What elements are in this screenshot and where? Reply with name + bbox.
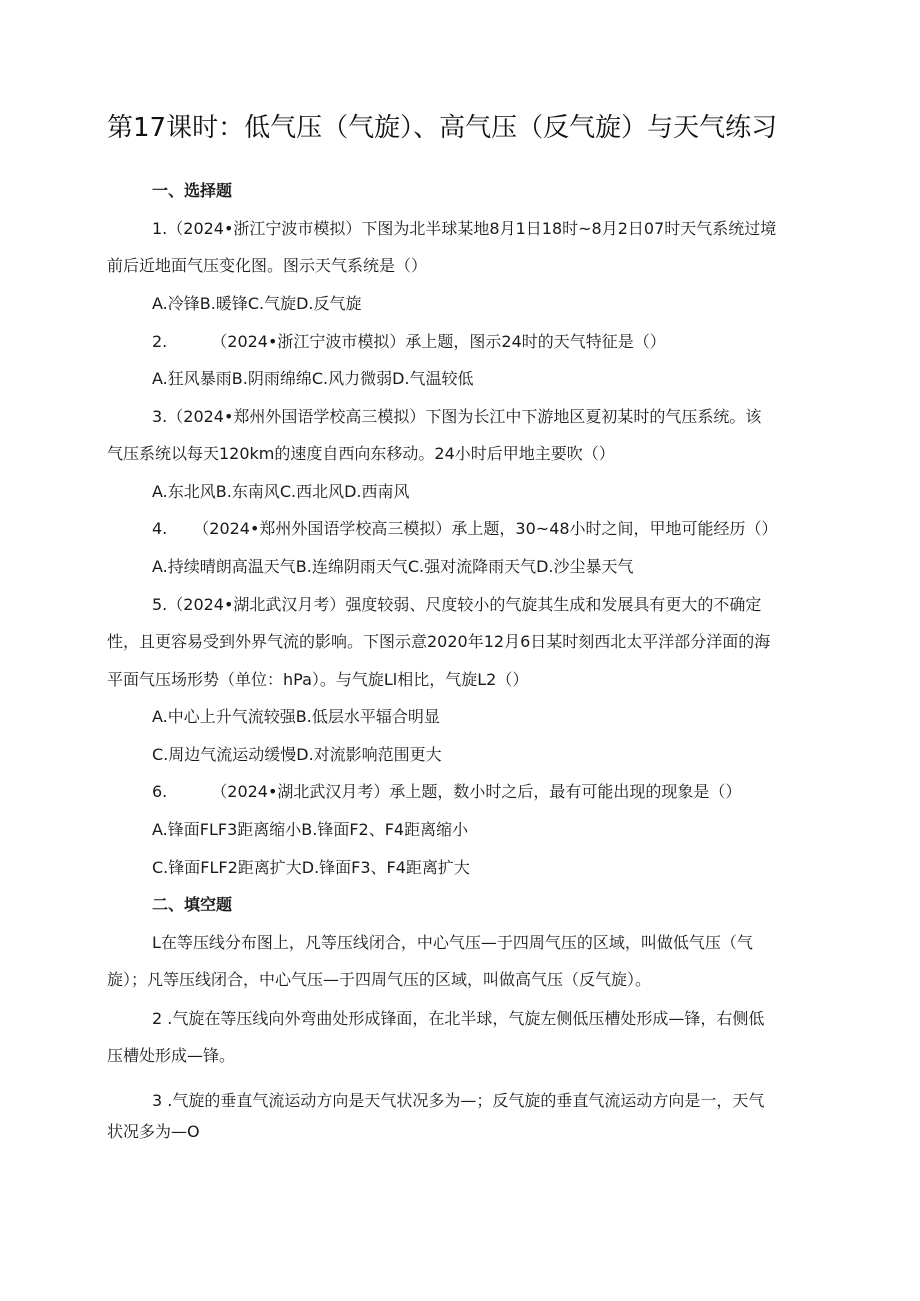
q1-options: A.冷锋B.暖锋C.气旋D.反气旋 xyxy=(152,294,362,313)
q2-options: A.狂风暴雨B.阴雨绵绵C.风力微弱D.气温较低 xyxy=(152,369,474,388)
q6-options-2: C.锋面FLF2距离扩大D.锋面F3、F4距离扩大 xyxy=(152,858,470,877)
q6-options-1: A.锋面FLF3距离缩小B.锋面F2、F4距离缩小 xyxy=(152,820,469,839)
q4-number: 4. xyxy=(152,519,168,538)
f1-line2: 旋）；凡等压线闭合，中心气压—于四周气压的区域，叫做高气压（反气旋）。 xyxy=(107,970,652,989)
q5-line1: 5.（2024•湖北武汉月考）强度较弱、尺度较小的气旋其生成和发展具有更大的不确定 xyxy=(152,595,762,614)
q1-line1: 1.（2024•浙江宁波市模拟）下图为北半球某地8月1日18时~8月2日07时天气系统过境 xyxy=(152,219,777,238)
q5-options-1: A.中心上升气流较强B.低层水平辐合明显 xyxy=(152,707,440,726)
q4-options: A.持续晴朗高温天气B.连绵阴雨天气C.强对流降雨天气D.沙尘暴天气 xyxy=(152,557,634,576)
q6-text: （2024•湖北武汉月考）承上题，数小时之后，最有可能出现的现象是（） xyxy=(211,782,742,801)
q6-question xyxy=(152,781,741,803)
section-heading-fill: 二、填空题 xyxy=(152,895,233,914)
f3-line1: 3 .气旋的垂直气流运动方向是天气状况多为—；反气旋的垂直气流运动方向是一，天气 xyxy=(152,1091,765,1110)
q5-line3: 平面气压场形势（单位：hPa）。与气旋Ll相比，气旋L2（） xyxy=(107,670,529,689)
f3-line2: 状况多为—O xyxy=(107,1122,200,1141)
section-heading-choice: 一、选择题 xyxy=(152,181,233,200)
q5-line2: 性，且更容易受到外界气流的影响。下图示意2020年12月6日某时刻西北太平洋部分洋面的海 xyxy=(107,632,771,651)
q5-options-2: C.周边气流运动缓慢D.对流影响范围更大 xyxy=(152,745,442,764)
f2-line2: 压槽处形成—锋。 xyxy=(107,1046,236,1065)
q3-options: A.东北风B.东南风C.西北风D.西南风 xyxy=(152,482,410,501)
page-title: 第17课时：低气压（气旋）、高气压（反气旋）与天气练习 xyxy=(107,113,778,143)
q3-line2: 气压系统以每天120km的速度自西向东移动。24小时后甲地主要吹（） xyxy=(107,444,615,463)
q1-line2: 前后近地面气压变化图。图示天气系统是（） xyxy=(107,256,428,275)
q6-number: 6. xyxy=(152,782,168,801)
f2-line1: 2 .气旋在等压线向外弯曲处形成锋面，在北半球，气旋左侧低压槽处形成—锋，右侧低 xyxy=(152,1009,765,1028)
q2-number: 2. xyxy=(152,332,168,351)
f1-line1: L在等压线分布图上，凡等压线闭合，中心气压—于四周气压的区域，叫做低气压（气 xyxy=(152,933,753,952)
q4-text: （2024•郑州外国语学校高三模拟）承上题，30~48小时之间，甲地可能经历（） xyxy=(193,519,778,538)
q3-line1: 3.（2024•郑州外国语学校高三模拟）下图为长江中下游地区夏初某时的气压系统。该 xyxy=(152,407,762,426)
q4-question xyxy=(152,518,778,540)
q2-text: （2024•浙江宁波市模拟）承上题，图示24时的天气特征是（） xyxy=(211,332,666,351)
q2-question xyxy=(152,331,666,353)
